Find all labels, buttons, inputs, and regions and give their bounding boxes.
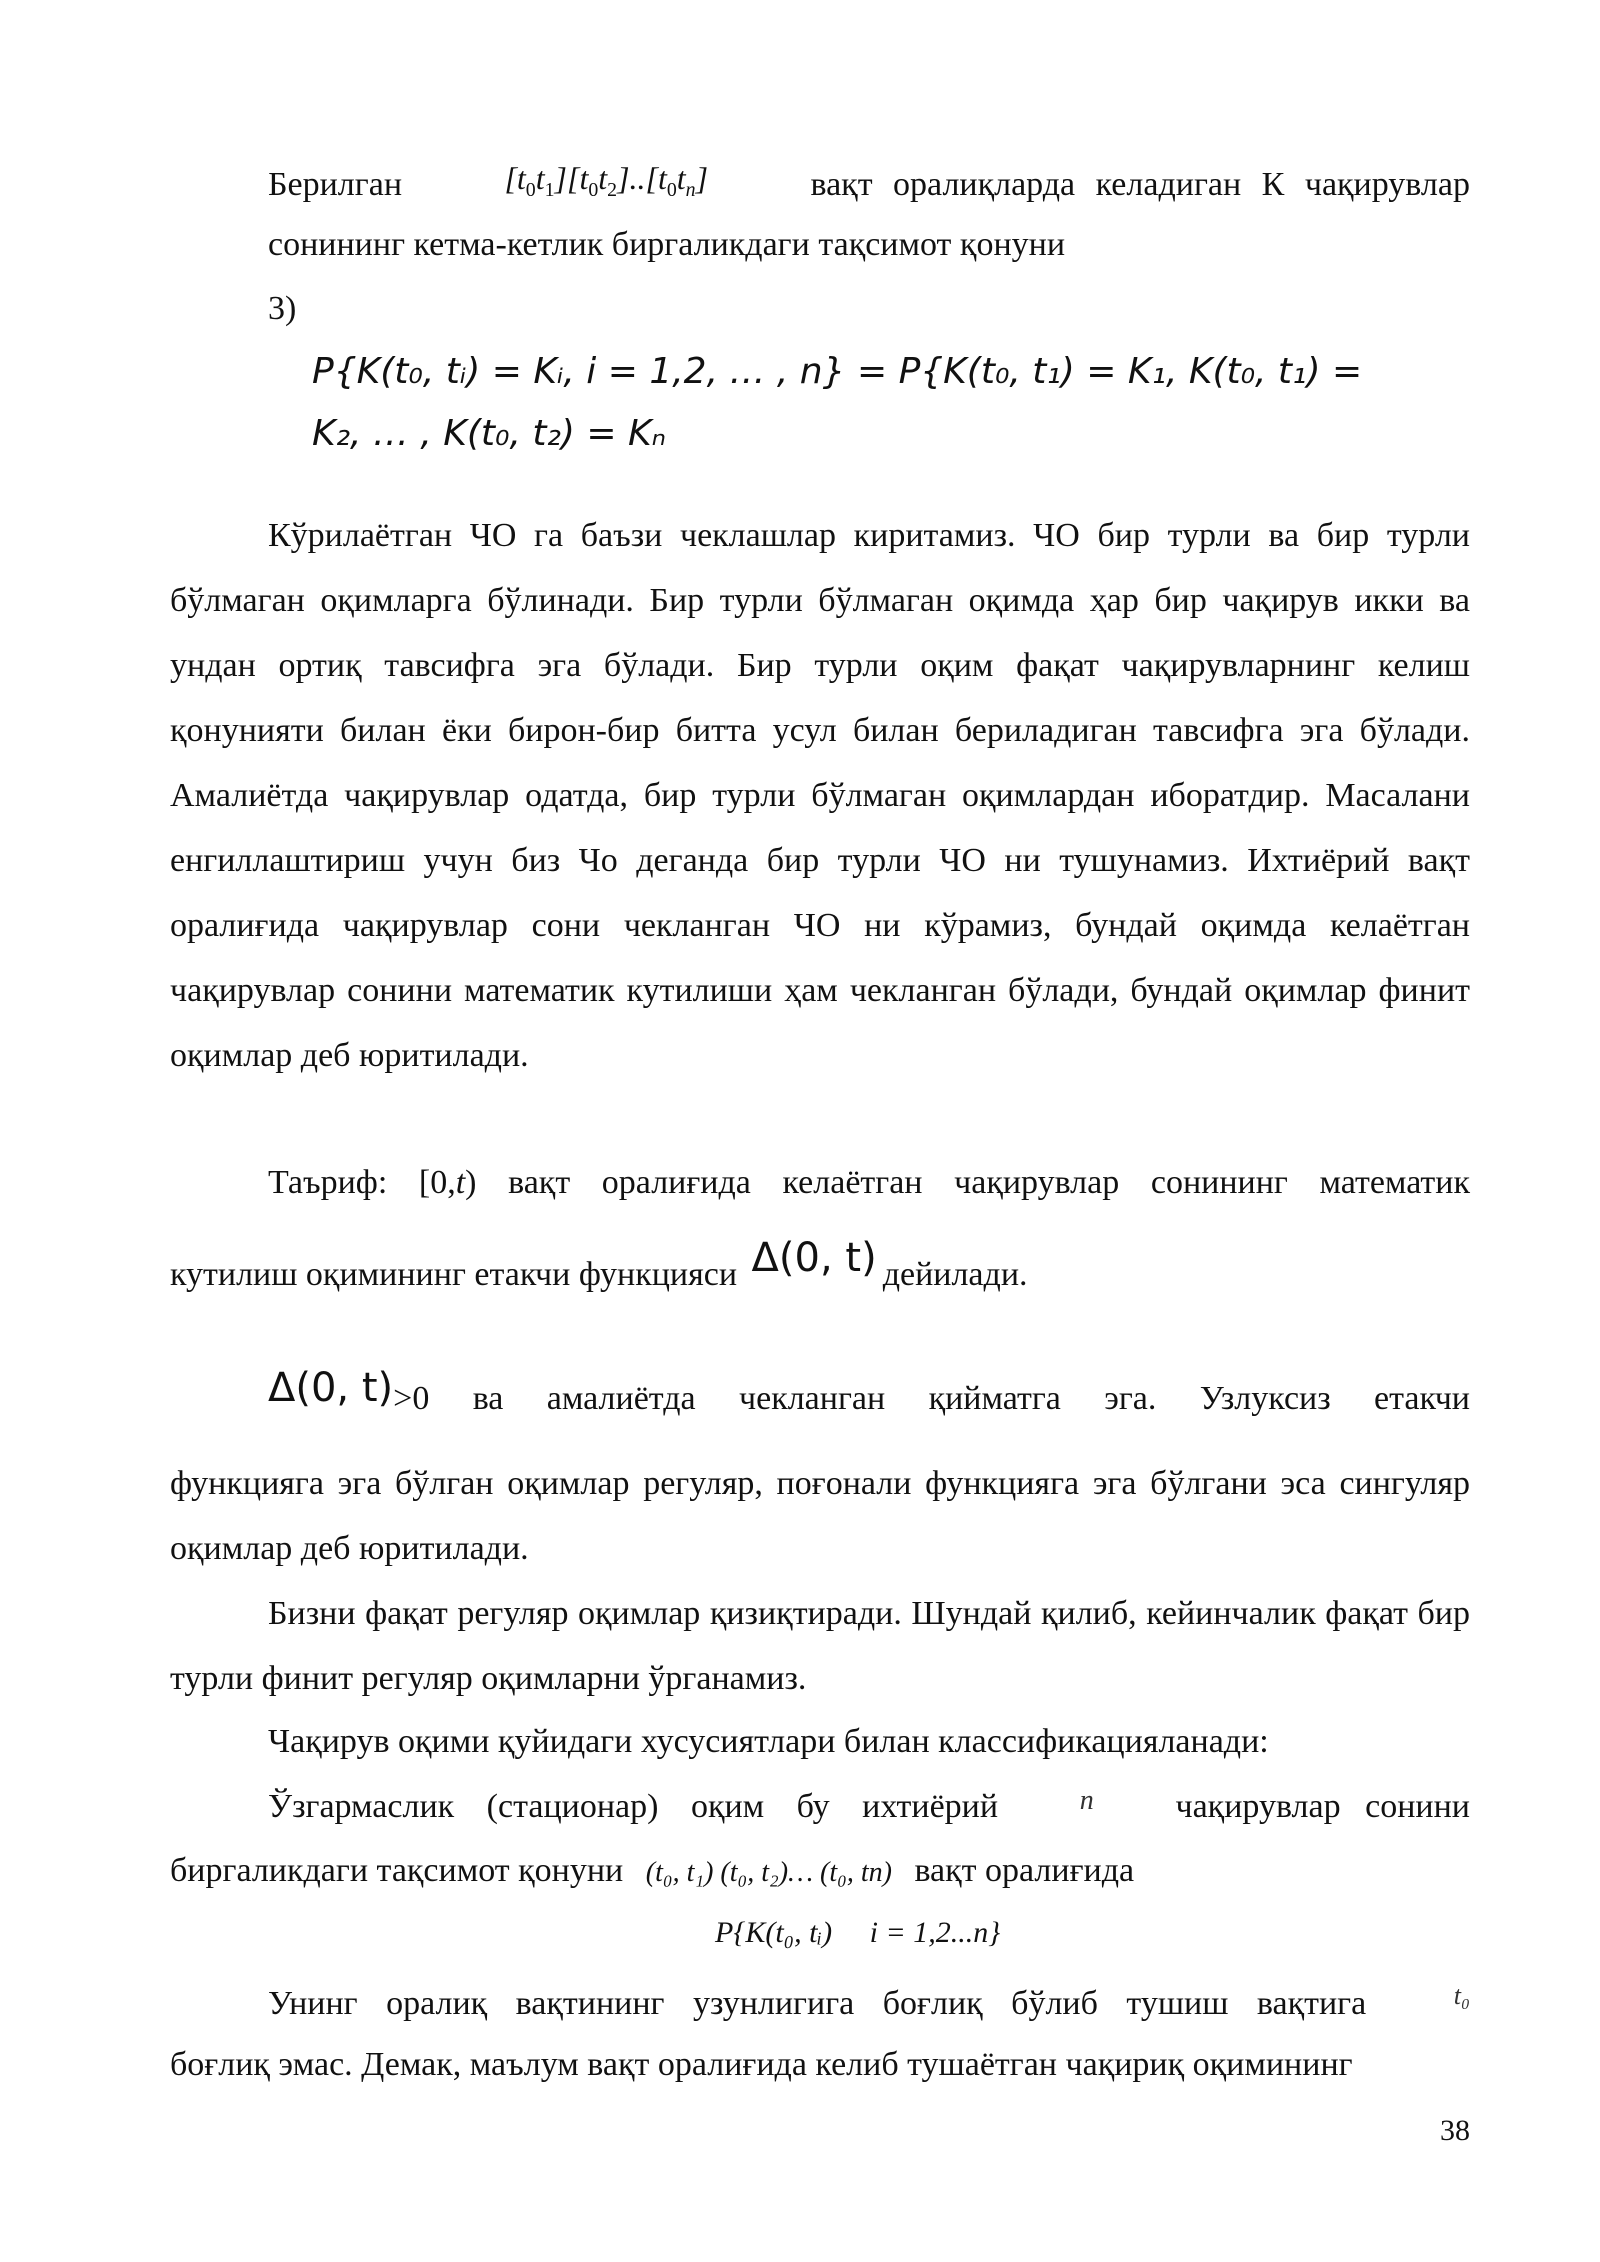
para7-line2: боғлиқ эмас. Демак, маълум вақт оралиғида келиб тушаётган чақириқ оқимининг bbox=[170, 2046, 1353, 2083]
delta-function-2: Δ(0, t) bbox=[268, 1365, 394, 1411]
paragraph-chaqiruv: Чақирув оқими қуйидаги хусусиятлари билан классификацияланади: bbox=[268, 1723, 1269, 1760]
para7-line1: Унинг оралиқ вақтининг узунлигига боғлиқ бўлиб тушиш вақтига t₀ bbox=[268, 1971, 1470, 2036]
formula-3-line2: K₂, … , K(t₀, t₂) = Kₙ bbox=[312, 413, 666, 454]
variable-t0: t₀ bbox=[1453, 1981, 1470, 2010]
variable-t: t bbox=[455, 1164, 466, 1201]
formula-3-line1: P{K(t₀, tᵢ) = Kᵢ, i = 1,2, … , n} = P{K(t₀, t₁) = K₁, K(t₀, t₁) = bbox=[312, 351, 1363, 392]
para3-rest: функцияга эга бўлган оқимлар регуляр, поғонали функцияга эга бўлгани эса сингуляр оқимлар деб юритилади. bbox=[170, 1465, 1470, 1567]
definition-line2: кутилиш оқимининг етакчи функцияси Δ(0, t) дейилади. bbox=[170, 1235, 1028, 1293]
block1-line2: сонининг кетма-кетлик биргаликдаги тақсимот қонуни bbox=[268, 226, 1066, 263]
page-number: 38 bbox=[1440, 2114, 1470, 2147]
equation-number: 3) bbox=[268, 290, 297, 327]
interval-list: (t₀, t₁) (t₀, t₂)… (t₀, tn) bbox=[645, 1857, 892, 1888]
probability-formula: P{K(t₀, tᵢ) i = 1,2...n} bbox=[715, 1916, 1001, 1949]
block1-word-end: вақт оралиқларда келадиган К чақирувлар bbox=[810, 165, 1470, 203]
paragraph-kurilayotgan: Кўрилаётган ЧО га баъзи чеклашлар киритамиз. ЧО бир турли ва бир турли бўлмаган оқимларга бўлинади. Бир турли бўлмаган оқимда ҳар бир чақирув икки ва ундан ортиқ тавсифга эга бўлади. Бир турли оқим фақат чақирувларнинг келиш қонунияти билан ёки бирон-бир битта усул билан бериладиган тавсифга эга бўлади. Амалиётда чақирувлар одатда, бир турли бўлмаган оқимлардан иборатдир. Масалани енгиллаштириш учун биз Чо деганда бир турли ЧО ни тушунамиз. Ихтиёрий вақт оралиғида чақирувлар сони чекланган ЧО ни кўрамиз, бундай оқимда келаётган чақирувлар сонини математик кутилиши ҳам чекланган бўлади, бундай оқимлар финит оқимлар деб юритилади. bbox=[170, 517, 1470, 1074]
delta-function: Δ(0, t) bbox=[751, 1235, 877, 1281]
paragraph-bizni: Бизни фақат регуляр оқимлар қизиқтиради. Шундай қилиб, кейинчалик фақат бир турли финит регуляр оқимларни ўрганамиз. bbox=[170, 1595, 1470, 1697]
para3-line1: Δ(0, t) >0 ва амалиётда чекланган қийматга эга. Узлуксиз етакчи bbox=[268, 1366, 1470, 1431]
interval-expression: $[t_0t_1][t_0t_2]..[t_0t_n]$ bbox=[504, 160, 709, 201]
definition-line1: Таъриф: [0,t) вақт оралиғида келаётган чақирувлар сонининг математик bbox=[268, 1164, 1471, 1201]
variable-n: n bbox=[1079, 1785, 1094, 1816]
para6-line1: Ўзгармаслик (стационар) оқим бу ихтиёрий n чақирувлар сонини bbox=[268, 1774, 1470, 1839]
para6-line2: биргаликдаги тақсимот қонуни (t₀, t₁) (t₀, t₂)… (t₀, tn) вақт оралиғида bbox=[170, 1852, 1135, 1889]
block1-word-start: Берилган bbox=[268, 165, 403, 203]
